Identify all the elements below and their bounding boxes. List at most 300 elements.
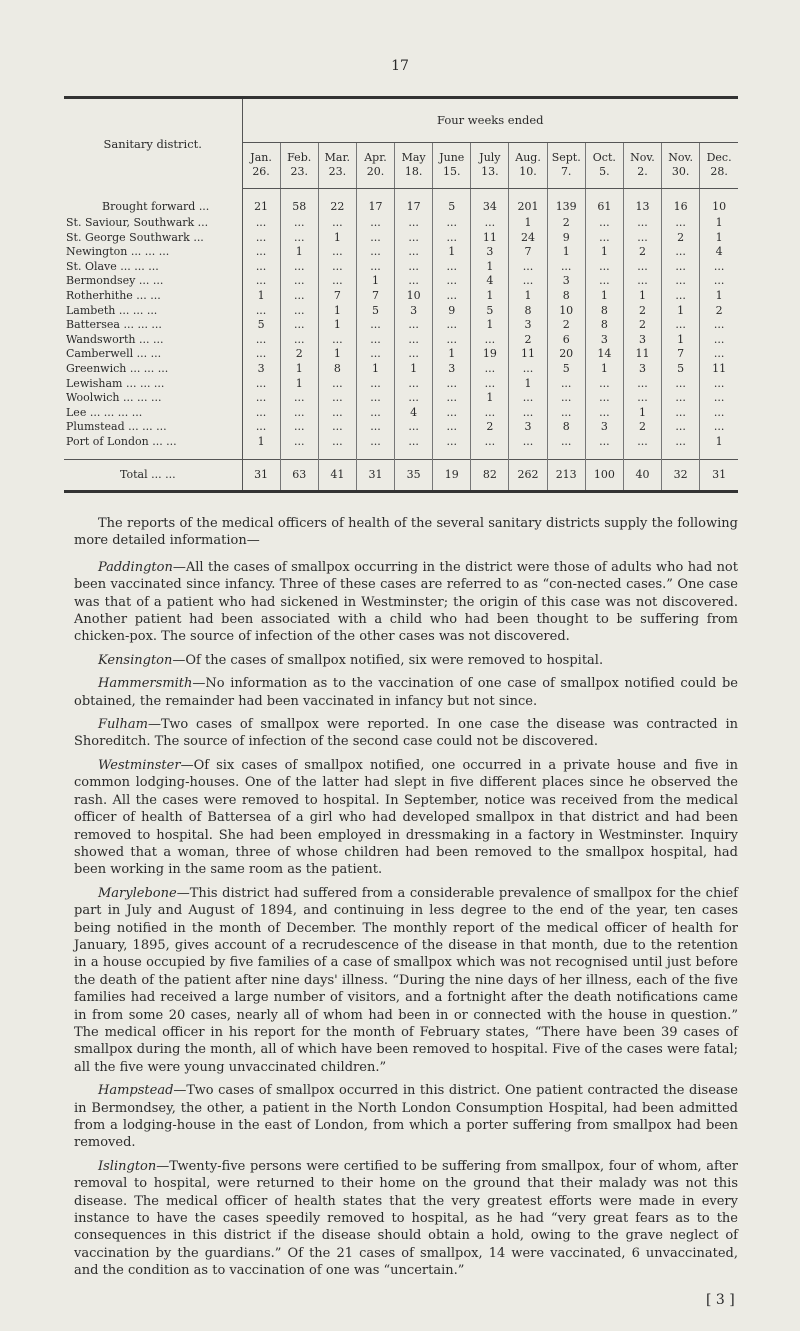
case-count: 201: [509, 199, 547, 216]
district-lead: Kensington: [98, 652, 173, 668]
case-count: 1: [280, 361, 318, 376]
case-count: ...: [623, 230, 661, 245]
case-count: 139: [547, 199, 585, 216]
case-count: ...: [662, 391, 700, 406]
case-count: 8: [585, 303, 623, 318]
table-row: [64, 347, 738, 362]
case-count: ...: [395, 230, 433, 245]
case-count: ...: [318, 245, 356, 260]
table-row: [64, 303, 738, 318]
district-name: Newington ... ... ...: [64, 245, 242, 260]
case-count: 8: [547, 420, 585, 435]
case-count: 41: [318, 460, 356, 492]
district-name: St. George Southwark ...: [64, 230, 242, 245]
case-count: ...: [318, 434, 356, 449]
month-label: Nov.: [630, 151, 655, 165]
case-count: ...: [509, 391, 547, 406]
case-count: 1: [585, 245, 623, 260]
table-row: [64, 434, 738, 449]
case-count: ...: [547, 376, 585, 391]
month-header: [242, 143, 280, 189]
case-count: ...: [280, 332, 318, 347]
case-count: ...: [356, 259, 394, 274]
case-count: ...: [280, 391, 318, 406]
report-text: [74, 515, 738, 1286]
case-count: ...: [623, 274, 661, 289]
case-count: 3: [547, 274, 585, 289]
case-count: 1: [471, 318, 509, 333]
case-count: ...: [356, 245, 394, 260]
case-count: ...: [471, 376, 509, 391]
month-day: 13.: [481, 164, 499, 178]
case-count: 3: [257, 362, 265, 376]
case-count: 5: [257, 318, 265, 332]
case-count: ...: [356, 230, 394, 245]
case-count: 1: [395, 361, 433, 376]
month-day: 7.: [560, 164, 572, 178]
case-count: ...: [255, 391, 267, 405]
case-count: ...: [318, 332, 356, 347]
case-count: ...: [255, 405, 267, 419]
brought-forward-row: [64, 199, 738, 216]
district-paragraph: [74, 757, 738, 879]
district-name: Plumstead ... ... ...: [64, 420, 242, 435]
case-count: ...: [280, 288, 318, 303]
case-count: ...: [280, 216, 318, 231]
case-count: 19: [471, 347, 509, 362]
case-count: ...: [280, 259, 318, 274]
case-count: ...: [623, 376, 661, 391]
month-day: 5.: [599, 164, 610, 178]
table-row: [64, 245, 738, 260]
month-day: 15.: [443, 164, 461, 178]
month-label: Apr.: [364, 151, 387, 165]
district-body: —No information as to the vaccination of one case of smallpox notified could be obtained, the remainder had been vaccinated in infancy but not since.: [74, 676, 738, 709]
case-count: 14: [585, 347, 623, 362]
case-count: ...: [395, 434, 433, 449]
case-count: ...: [585, 376, 623, 391]
case-count: ...: [356, 434, 394, 449]
case-count: 1: [356, 361, 394, 376]
total-row: [64, 460, 738, 492]
district-paragraph: [74, 652, 738, 669]
case-count: 10: [547, 303, 585, 318]
case-count: 1: [471, 259, 509, 274]
case-count: 17: [395, 199, 433, 216]
case-count: 6: [547, 332, 585, 347]
case-count: ...: [623, 434, 661, 449]
case-count: 1: [257, 435, 265, 449]
case-count: ...: [395, 332, 433, 347]
intro-paragraph: The reports of the medical officers of health of the several sanitary districts supply the following more detailed information—: [74, 516, 738, 549]
case-count: ...: [471, 332, 509, 347]
case-count: ...: [255, 376, 267, 390]
case-count: 1: [662, 332, 700, 347]
case-count: ...: [395, 347, 433, 362]
case-count: 7: [662, 347, 700, 362]
case-count: ...: [471, 216, 509, 231]
district-paragraphs: [74, 559, 738, 1280]
month-day: 23.: [328, 164, 347, 178]
case-count: 1: [433, 245, 471, 260]
case-count: 17: [356, 199, 394, 216]
case-count: 61: [585, 199, 623, 216]
case-count: 1: [623, 405, 661, 420]
case-count: 1: [318, 347, 356, 362]
case-count: ...: [280, 434, 318, 449]
table-row: [64, 376, 738, 391]
month-label: Oct.: [592, 151, 616, 165]
case-count: ...: [280, 274, 318, 289]
case-count: 1: [280, 376, 318, 391]
case-count: ...: [585, 405, 623, 420]
case-count: ...: [662, 376, 700, 391]
case-count: 262: [509, 460, 547, 492]
case-count: 11: [700, 361, 738, 376]
district-name: Woolwich ... ... ...: [64, 391, 242, 406]
case-count: 5: [433, 199, 471, 216]
case-count: 2: [662, 230, 700, 245]
case-count: ...: [662, 216, 700, 231]
case-count: 1: [547, 245, 585, 260]
case-count: ...: [700, 274, 738, 289]
district-name: Bermondsey ... ...: [64, 274, 242, 289]
case-count: 8: [509, 303, 547, 318]
district-name: Total ... ...: [64, 460, 242, 492]
case-count: 5: [471, 303, 509, 318]
case-count: ...: [356, 420, 394, 435]
case-count: 1: [662, 303, 700, 318]
case-count: ...: [395, 245, 433, 260]
case-count: ...: [585, 216, 623, 231]
case-count: 3: [471, 245, 509, 260]
case-count: ...: [280, 405, 318, 420]
case-count: 82: [471, 460, 509, 492]
case-count: ...: [433, 288, 471, 303]
case-count: ...: [280, 318, 318, 333]
month-label: May: [401, 151, 426, 165]
case-count: 2: [471, 420, 509, 435]
month-label: June: [439, 151, 465, 165]
case-count: 3: [585, 332, 623, 347]
case-count: ...: [356, 347, 394, 362]
case-count: 11: [623, 347, 661, 362]
spacer-row: [64, 188, 738, 199]
case-count: 5: [547, 361, 585, 376]
district-name: Battersea ... ... ...: [64, 318, 242, 333]
district-name: Camberwell ... ...: [64, 347, 242, 362]
case-count: ...: [433, 259, 471, 274]
case-count: ...: [585, 274, 623, 289]
case-count: 2: [623, 303, 661, 318]
case-count: ...: [395, 391, 433, 406]
case-count: 21: [254, 200, 269, 214]
case-count: ...: [433, 230, 471, 245]
case-count: 2: [700, 303, 738, 318]
case-count: 31: [700, 460, 738, 492]
district-lead: Hammersmith: [98, 676, 193, 692]
case-count: 11: [471, 230, 509, 245]
month-label: Aug.: [515, 151, 541, 165]
case-count: 1: [700, 216, 738, 231]
month-header: [700, 143, 738, 189]
district-name: St. Olave ... ... ...: [64, 259, 242, 274]
case-count: ...: [509, 434, 547, 449]
case-count: ...: [318, 391, 356, 406]
case-count: ...: [585, 391, 623, 406]
case-count: ...: [700, 391, 738, 406]
district-paragraph: [74, 1158, 738, 1280]
case-count: 20: [547, 347, 585, 362]
case-count: 1: [257, 289, 265, 303]
case-count: 16: [662, 199, 700, 216]
case-count: 3: [433, 361, 471, 376]
case-count: ...: [547, 434, 585, 449]
case-count: 1: [700, 230, 738, 245]
case-count: 8: [318, 361, 356, 376]
table-body: [64, 188, 738, 492]
smallpox-table: [64, 96, 738, 493]
case-count: 1: [509, 216, 547, 231]
case-count: 31: [242, 460, 280, 492]
case-count: ...: [433, 405, 471, 420]
case-count: ...: [662, 288, 700, 303]
case-count: 3: [509, 420, 547, 435]
month-header: [433, 143, 471, 189]
month-label: Nov.: [668, 151, 693, 165]
case-count: ...: [700, 420, 738, 435]
case-count: ...: [662, 420, 700, 435]
case-count: ...: [471, 405, 509, 420]
district-lead: Paddington: [98, 559, 173, 575]
case-count: ...: [255, 303, 267, 317]
district-name: Wandsworth ... ...: [64, 332, 242, 347]
case-count: ...: [700, 405, 738, 420]
case-count: ...: [255, 216, 267, 230]
case-count: ...: [433, 216, 471, 231]
month-header: [356, 143, 394, 189]
month-day: 2.: [637, 164, 648, 178]
case-count: ...: [662, 318, 700, 333]
spacer-row: [64, 449, 738, 460]
month-header: [280, 143, 318, 189]
case-count: 34: [471, 199, 509, 216]
case-count: ...: [318, 274, 356, 289]
district-lead: Hampstead: [98, 1083, 174, 1099]
case-count: ...: [700, 332, 738, 347]
case-count: 1: [585, 288, 623, 303]
month-label: Mar.: [324, 151, 351, 165]
district-name: Lambeth ... ... ...: [64, 303, 242, 318]
case-count: 58: [280, 199, 318, 216]
case-count: ...: [395, 259, 433, 274]
month-day: 10.: [519, 164, 537, 178]
four-weeks-header: Four weeks ended: [242, 98, 738, 143]
district-name: Greenwich ... ... ...: [64, 361, 242, 376]
case-count: 1: [433, 347, 471, 362]
month-label: Sept.: [551, 151, 581, 165]
month-label: Dec.: [706, 151, 732, 165]
case-count: 10: [395, 288, 433, 303]
case-count: ...: [280, 420, 318, 435]
district-name: Rotherhithe ... ...: [64, 288, 242, 303]
case-count: ...: [318, 405, 356, 420]
case-count: 7: [356, 288, 394, 303]
case-count: ...: [255, 259, 267, 273]
case-count: 3: [395, 303, 433, 318]
district-body: —All the cases of smallpox occurring in the district were those of adults who had not been vaccinated since infancy. Three of these cases are referred to as “con-nected cases.” One case was that of a patient who had sickened in Westminster; the origin of this case was not discovered. Another patient had been associated with a child who had been thought to be suffering from chicken-pox. The source of infection of the other cases was not discovered.: [74, 559, 738, 645]
case-count: ...: [662, 259, 700, 274]
month-day: 26.: [252, 164, 270, 178]
case-count: ...: [433, 420, 471, 435]
case-count: ...: [433, 332, 471, 347]
case-count: ...: [585, 259, 623, 274]
case-count: 35: [395, 460, 433, 492]
table-row: [64, 332, 738, 347]
case-count: ...: [255, 420, 267, 434]
case-count: 2: [623, 420, 661, 435]
case-count: ...: [395, 376, 433, 391]
case-count: ...: [433, 376, 471, 391]
district-paragraph: [74, 885, 738, 1076]
table-row: [64, 230, 738, 245]
case-count: ...: [356, 216, 394, 231]
case-count: 3: [623, 361, 661, 376]
case-count: 31: [356, 460, 394, 492]
district-lead: Fulham: [98, 717, 149, 733]
case-count: 8: [547, 288, 585, 303]
case-count: 63: [280, 460, 318, 492]
case-count: ...: [509, 274, 547, 289]
case-count: ...: [395, 420, 433, 435]
table-row: [64, 361, 738, 376]
month-header: [585, 143, 623, 189]
case-count: 9: [433, 303, 471, 318]
district-paragraph: [74, 716, 738, 751]
district-body: —Two cases of smallpox occurred in this district. One patient contracted the disease in Bermondsey, the other, a patient in the North London Consumption Hospital, had been admitted from a lodging-house in the east of London, from which a porter suffering from smallpox had been removed.: [74, 1083, 738, 1151]
case-count: ...: [433, 391, 471, 406]
month-day: 28.: [710, 164, 728, 178]
case-count: 213: [547, 460, 585, 492]
case-count: 1: [280, 245, 318, 260]
case-count: ...: [623, 259, 661, 274]
district-name: Port of London ... ...: [64, 434, 242, 449]
case-count: ...: [356, 318, 394, 333]
month-header: [623, 143, 661, 189]
district-lead: Islington: [98, 1158, 157, 1174]
case-count: 100: [585, 460, 623, 492]
case-count: 40: [623, 460, 661, 492]
month-day: 20.: [366, 164, 385, 178]
case-count: 1: [318, 303, 356, 318]
case-count: ...: [509, 405, 547, 420]
case-count: 1: [700, 434, 738, 449]
month-label: Jan.: [250, 151, 272, 165]
case-count: 1: [509, 288, 547, 303]
case-count: 1: [471, 391, 509, 406]
case-count: ...: [662, 245, 700, 260]
district-lead: Westminster: [98, 757, 181, 773]
case-count: ...: [395, 274, 433, 289]
case-count: 2: [623, 318, 661, 333]
case-count: ...: [662, 405, 700, 420]
case-count: ...: [356, 376, 394, 391]
case-count: ...: [318, 259, 356, 274]
district-body: —This district had suffered from a considerable prevalence of smallpox for the chief part in July and August of 1894, and continuing in less degree to the end of the year, ten cases being notified in the month of December. The monthly report of the medical officer of health for January, 1895, gives account of a recrudescence of the disease in that month, due to the retention in a house occupied by five families of a case of smallpox which was not recognised until just before the death of the patient after nine days' illness. “During the nine days of her illness, each of the five families had received a large number of visitors, and a fortnight after the death notifications came in from some 20 cases, nearly all of whom had been in or connected with the house in question.” The medical officer in his report for the month of February states, “There have been 39 cases of smallpox during the month, all of which have been removed to hospital. Five of the cases were fatal; all the five were young unvaccinated children.”: [74, 885, 738, 1075]
case-count: ...: [700, 318, 738, 333]
case-count: ...: [356, 405, 394, 420]
district-body: —Twenty-five persons were certified to be suffering from smallpox, four of whom, after removal to hospital, were returned to their home on the ground that their malady was not this disease. The medical officer of health states that the very greatest efforts were made in every instance to have the cases speedily removed to hospital, as he had “very great fears as to the consequences in this district if the disease should obtain a hold, owing to the grave neglect of vaccination by the guardians.” Of the 21 cases of smallpox, 14 were vaccinated, 6 unvaccinated, and the condition as to vaccination of one was “uncertain.”: [74, 1158, 738, 1279]
case-count: 22: [318, 199, 356, 216]
case-count: 3: [585, 420, 623, 435]
case-count: ...: [585, 434, 623, 449]
table-row: [64, 288, 738, 303]
case-count: ...: [255, 274, 267, 288]
district-paragraph: [74, 1082, 738, 1152]
case-count: ...: [547, 405, 585, 420]
case-count: 5: [356, 303, 394, 318]
case-count: ...: [255, 347, 267, 361]
case-count: 1: [318, 318, 356, 333]
case-count: ...: [255, 332, 267, 346]
case-count: ...: [623, 216, 661, 231]
case-count: 3: [509, 318, 547, 333]
case-count: 4: [700, 245, 738, 260]
case-count: ...: [318, 376, 356, 391]
case-count: ...: [433, 434, 471, 449]
case-count: ...: [700, 376, 738, 391]
table-row: [64, 216, 738, 231]
month-day: 30.: [671, 164, 690, 178]
case-count: ...: [255, 245, 267, 259]
case-count: 1: [356, 274, 394, 289]
case-count: 9: [547, 230, 585, 245]
case-count: 5: [662, 361, 700, 376]
district-body: —Of six cases of smallpox notified, one occurred in a private house and five in common lodging-houses. One of the latter had slept in five different places since he observed the rash. All the cases were removed to hospital. In September, notice was received from the medical officer of health of Battersea of a girl who had developed smallpox in that district and had been removed to hospital. She had been employed in dressmaking in a factory in Westminster. Inquiry showed that a woman, three of whose children had been removed to the smallpox hospital, had been working in the same room as the patient.: [74, 757, 738, 878]
district-column-header: Sanitary district.: [64, 98, 242, 189]
case-count: 2: [547, 216, 585, 231]
case-count: ...: [547, 391, 585, 406]
table-row: [64, 318, 738, 333]
district-name: Lewisham ... ... ...: [64, 376, 242, 391]
case-count: ...: [585, 230, 623, 245]
case-count: ...: [280, 303, 318, 318]
case-count: ...: [700, 347, 738, 362]
case-count: 8: [585, 318, 623, 333]
case-count: ...: [509, 361, 547, 376]
case-count: ...: [471, 361, 509, 376]
case-count: 4: [395, 405, 433, 420]
case-count: 2: [547, 318, 585, 333]
case-count: ...: [662, 274, 700, 289]
case-count: 4: [471, 274, 509, 289]
case-count: ...: [395, 216, 433, 231]
district-body: —Two cases of smallpox were reported. In one case the disease was contracted in Shoreditch. The source of infection of the second case could not be discovered.: [74, 717, 738, 750]
district-paragraph: [74, 675, 738, 710]
table-row: [64, 405, 738, 420]
month-header: [547, 143, 585, 189]
case-count: 11: [509, 347, 547, 362]
month-header: [395, 143, 433, 189]
district-body: —Of the cases of smallpox notified, six were removed to hospital.: [172, 652, 604, 668]
case-count: 1: [509, 376, 547, 391]
district-name: Brought forward ...: [64, 199, 242, 216]
case-count: ...: [662, 434, 700, 449]
month-day: 23.: [290, 164, 308, 178]
case-count: ...: [280, 230, 318, 245]
month-label: Feb.: [287, 151, 312, 165]
case-count: 13: [623, 199, 661, 216]
